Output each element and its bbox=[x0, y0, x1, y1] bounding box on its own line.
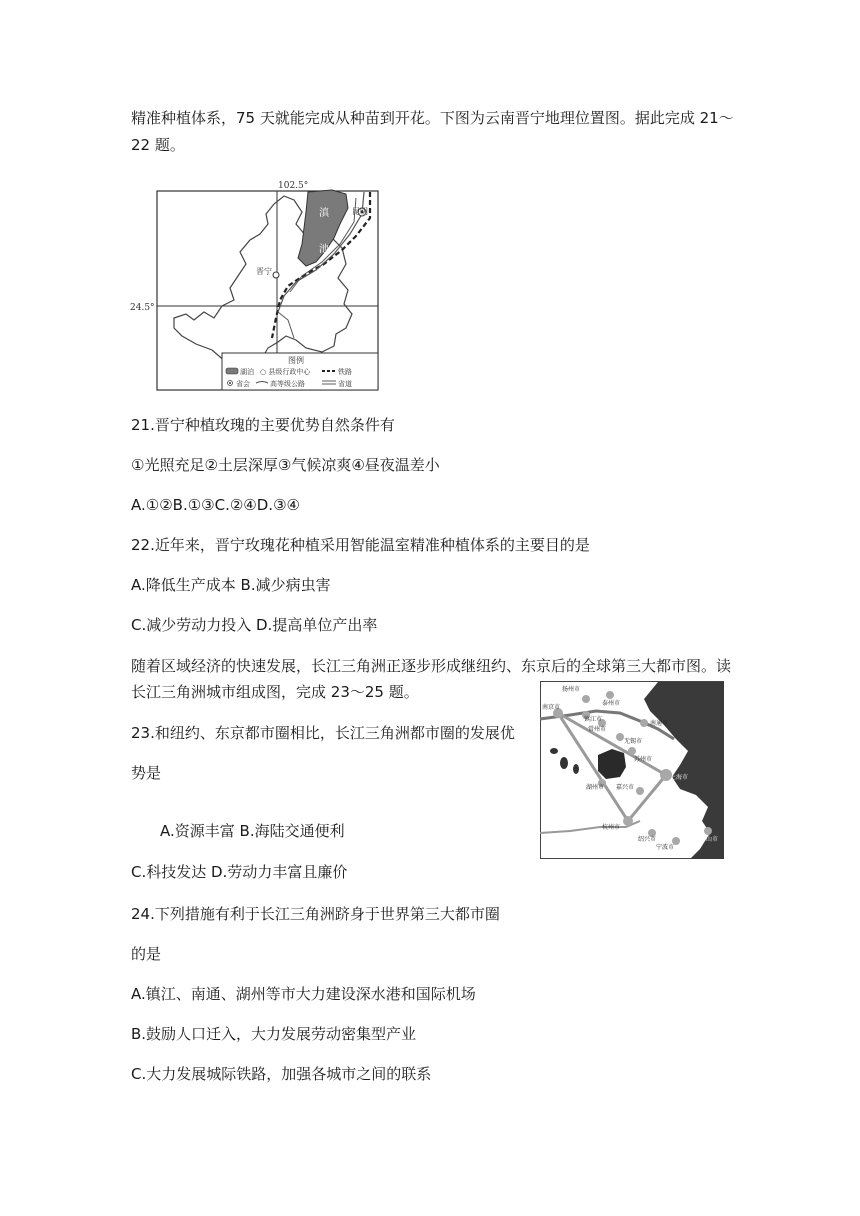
q23-stem-2: 势是 bbox=[131, 764, 162, 782]
legend-capital: 省会 bbox=[236, 380, 250, 388]
lake-char-2: 池 bbox=[319, 244, 329, 255]
city-suzhou: 苏州市 bbox=[634, 756, 653, 763]
legend-county: ○ 县级行政中心 bbox=[260, 368, 311, 376]
city-hangzhou: 杭州市 bbox=[602, 824, 621, 831]
city-shaoxing: 绍兴市 bbox=[638, 836, 657, 843]
jinning-label: 晋宁 bbox=[256, 267, 272, 276]
city-nanjing: 南京市 bbox=[542, 704, 561, 711]
city-yangzhou: 扬州市 bbox=[562, 686, 581, 693]
legend-lake: 湖泊 bbox=[240, 368, 254, 376]
city-zhenjiang: 镇江市 bbox=[584, 716, 603, 723]
city-nantong: 南通市 bbox=[650, 720, 669, 727]
legend-provincial-road: 省道 bbox=[338, 380, 352, 388]
legend-highway: 高等级公路 bbox=[270, 380, 305, 388]
city-ningbo: 宁波市 bbox=[656, 844, 675, 851]
city-taizhou: 泰州市 bbox=[602, 700, 621, 707]
intro2-line-1: 随着区域经济的快速发展，长江三角洲正逐步形成继纽约、东京后的全球第三大都市图。读 bbox=[131, 657, 732, 675]
legend-title: 图例 bbox=[288, 356, 304, 365]
q22-options-ab: A.降低生产成本 B.减少病虫害 bbox=[131, 576, 331, 594]
intro-line-1: 精准种植体系，75 天就能完成从种苗到开花。下图为云南晋宁地理位置图。据此完成 21～ bbox=[131, 109, 734, 127]
q22-stem: 22.近年来，晋宁玫瑰花种植采用智能温室精准种植体系的主要目的是 bbox=[131, 536, 590, 554]
lake-char-1: 滇 bbox=[319, 208, 329, 219]
city-zhoushan: 舟山市 bbox=[700, 836, 719, 843]
latitude-label: 24.5° bbox=[130, 303, 155, 313]
q24-option-b: B.鼓励人口迁入，大力发展劳动密集型产业 bbox=[131, 1025, 417, 1043]
q21-items: ①光照充足②土层深厚③气候凉爽④昼夜温差小 bbox=[131, 456, 440, 474]
q24-option-a: A.镇江、南通、湖州等市大力建设深水港和国际机场 bbox=[131, 985, 476, 1003]
intro2-line-2: 长江三角洲城市组成图，完成 23～25 题。 bbox=[131, 683, 419, 701]
yangtze-delta-map bbox=[540, 681, 724, 859]
longitude-label: 102.5° bbox=[278, 181, 309, 191]
q24-option-c: C.大力发展城际铁路，加强各城市之间的联系 bbox=[131, 1065, 432, 1083]
kunming-label: 昆明 bbox=[352, 207, 368, 216]
q23-options-cd: C.科技发达 D.劳动力丰富且廉价 bbox=[131, 863, 348, 881]
q23-options-ab: A.资源丰富 B.海陆交通便利 bbox=[160, 822, 345, 840]
city-changzhou: 常州市 bbox=[588, 726, 607, 733]
q22-options-cd: C.减少劳动力投入 D.提高单位产出率 bbox=[131, 616, 378, 634]
q21-stem: 21.晋宁种植玫瑰的主要优势自然条件有 bbox=[131, 416, 395, 434]
intro-line-2: 22 题。 bbox=[131, 136, 185, 154]
legend-railway: 铁路 bbox=[338, 368, 352, 376]
city-huzhou: 湖州市 bbox=[586, 784, 605, 791]
city-wuxi: 无锡市 bbox=[624, 738, 643, 745]
jinning-location-map bbox=[130, 178, 380, 392]
q21-options: A.①②B.①③C.②④D.③④ bbox=[131, 496, 300, 514]
q24-stem-2: 的是 bbox=[131, 945, 162, 963]
city-jiaxing: 嘉兴市 bbox=[616, 784, 635, 791]
q23-stem-1: 23.和纽约、东京都市圈相比，长江三角洲都市圈的发展优 bbox=[131, 724, 515, 742]
q24-stem-1: 24.下列措施有利于长江三角洲跻身于世界第三大都市圈 bbox=[131, 905, 500, 923]
city-shanghai: 上海市 bbox=[670, 774, 689, 781]
